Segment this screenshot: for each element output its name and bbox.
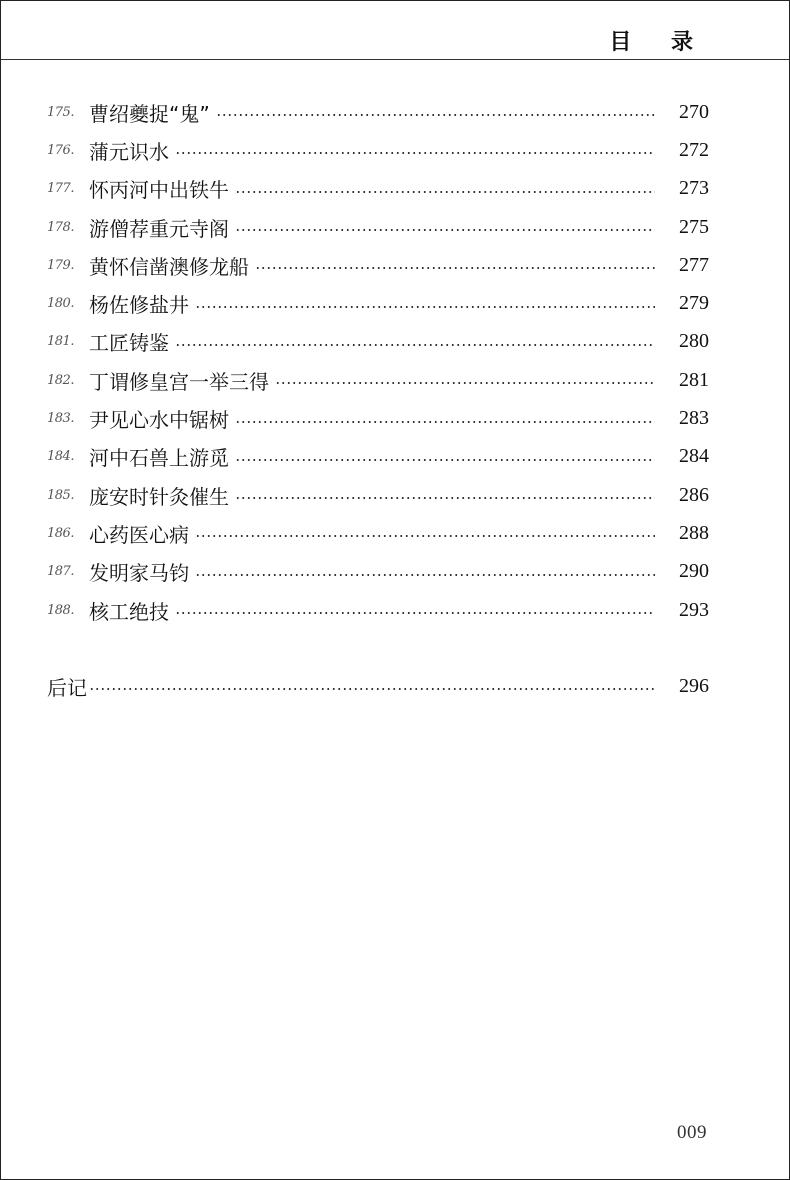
toc-entry-page: 280 [679,330,709,353]
toc-entry-page: 293 [679,598,709,621]
dot-leader [195,535,655,537]
toc-entry-number: 179. [47,257,74,273]
toc-entry-number: 183. [47,411,74,427]
dot-leader [255,267,655,269]
toc-entry-page: 286 [679,483,709,506]
toc-entry-title: 杨佐修盐井 [89,293,189,318]
toc-entry-number: 176. [47,142,74,158]
toc-entry-page: 288 [679,521,709,544]
toc-entry-number: 186. [47,525,74,541]
toc-entry-page: 270 [679,100,709,123]
toc-entry-number: 181. [47,334,74,350]
toc-entry-title: 曹绍夔捉“鬼” [89,101,210,126]
afterword-page: 296 [679,674,709,697]
toc-entry[interactable] [47,399,709,437]
toc-entry-number: 182. [47,372,74,388]
toc-entry[interactable] [47,361,709,399]
toc-entry[interactable] [47,438,709,476]
dot-leader [216,114,655,116]
toc-entry[interactable] [47,553,709,591]
page-number: 009 [677,1122,707,1143]
toc-entry[interactable] [47,170,709,208]
page-title: 目 录 [609,30,709,55]
dot-leader [235,421,655,423]
toc-entry-page: 275 [679,215,709,238]
toc-entry-number: 184. [47,449,74,465]
dot-leader [235,191,655,193]
dot-leader [175,152,655,154]
toc-entry-title: 游僧荐重元寺阁 [89,216,229,241]
dot-leader [235,229,655,231]
toc-entry-number: 177. [47,181,74,197]
toc-entry-title: 怀丙河中出铁牛 [89,178,229,203]
toc-entry[interactable] [47,323,709,361]
toc-entry-page: 277 [679,253,709,276]
toc-entry[interactable] [47,591,709,629]
toc-entry-number: 178. [47,219,74,235]
toc-entry[interactable] [47,208,709,246]
toc-entry-title: 核工绝技 [89,599,169,624]
dot-leader [89,688,655,690]
dot-leader [175,344,655,346]
toc-entry-number: 185. [47,487,74,503]
toc-entry-title: 尹见心水中锯树 [89,408,229,433]
toc-entry-page: 284 [679,445,709,468]
page-header [1,1,789,60]
toc-entry-title: 心药医心病 [89,522,189,547]
toc-entry[interactable] [47,514,709,552]
toc-entry-title: 庞安时针灸催生 [89,484,229,509]
toc-entry-title: 丁谓修皇宫一举三得 [89,369,269,394]
toc-entry[interactable] [47,246,709,284]
toc-entry-number: 175. [47,104,74,120]
toc-entry-number: 188. [47,602,74,618]
toc-entry-title: 蒲元识水 [89,139,169,164]
dot-leader [275,382,655,384]
toc-entry[interactable] [47,476,709,514]
dot-leader [175,612,655,614]
toc-entry[interactable] [47,93,709,131]
toc-entry-title: 工匠铸鉴 [89,331,169,356]
toc-entry-page: 283 [679,407,709,430]
dot-leader [195,306,655,308]
toc-entry[interactable] [47,284,709,322]
dot-leader [235,497,655,499]
toc-entry-title: 河中石兽上游觅 [89,446,229,471]
toc-entry-page: 273 [679,177,709,200]
toc-entry-title: 黄怀信凿澳修龙船 [89,254,249,279]
toc-entry-afterword[interactable] [47,667,709,705]
toc-entry[interactable] [47,131,709,169]
toc-entry-page: 279 [679,292,709,315]
dot-leader [195,574,655,576]
toc-entry-title: 发明家马钧 [89,561,189,586]
toc-entry-page: 281 [679,368,709,391]
toc-entry-number: 187. [47,564,74,580]
toc-entry-page: 290 [679,560,709,583]
table-of-contents [47,93,709,629]
afterword-title: 后记 [47,675,87,700]
toc-entry-number: 180. [47,296,74,312]
dot-leader [235,459,655,461]
toc-entry-page: 272 [679,138,709,161]
